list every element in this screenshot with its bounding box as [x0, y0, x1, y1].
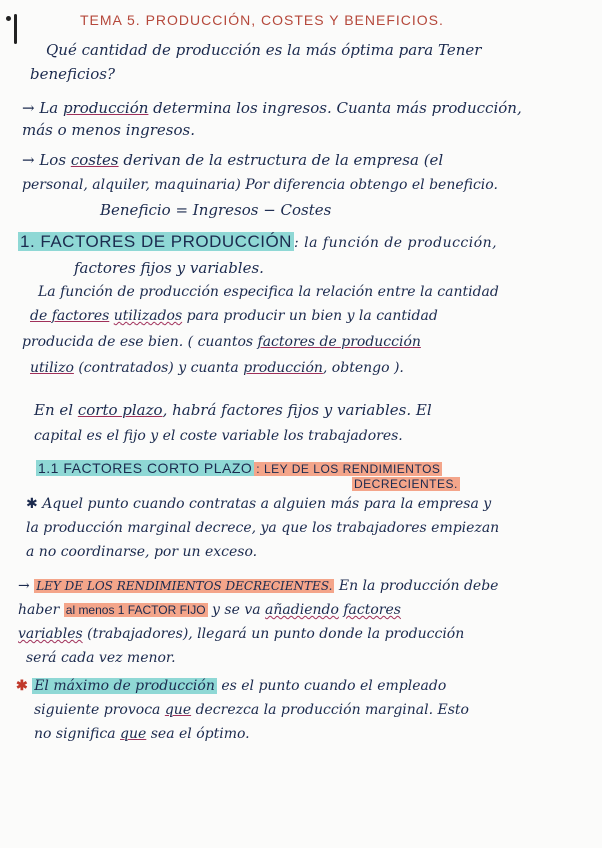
highlighted-heading: 1.1 FACTORES CORTO PLAZO	[38, 460, 253, 476]
paragraph-function-line-3	[22, 332, 421, 352]
text: , obtengo ).	[322, 360, 404, 376]
paragraph-short-term-line-1	[34, 400, 432, 420]
question-line-1: Qué cantidad de producción es la más óptima para Tener	[46, 41, 482, 59]
paragraph-production-line-2: más o menos ingresos.	[22, 121, 195, 139]
highlighted-law: : LEY DE LOS RENDIMIENTOS	[256, 462, 441, 476]
text: (trabajadores), llegará un punto donde la producción	[87, 626, 465, 642]
text: En el	[34, 401, 74, 419]
highlighted-phrase: al menos 1 FACTOR FIJO	[65, 603, 206, 617]
asterisk-icon: ✱	[26, 496, 38, 512]
paragraph-costs-line-1	[22, 150, 443, 170]
text: no significa	[34, 726, 116, 742]
underlined-word: que	[120, 726, 147, 742]
text: , habrá factores fijos y variables. El	[162, 401, 432, 419]
wavy-underlined-word: variables	[18, 626, 83, 642]
text: derivan de la estructura de la empresa (el	[123, 151, 444, 169]
underlined-word: utilizo	[30, 360, 74, 376]
arrow-icon: →	[18, 578, 30, 594]
paragraph-function-line-1: La función de producción especifica la relación entre la cantidad	[38, 284, 499, 300]
text: producida de ese bien. ( cuantos	[22, 334, 254, 350]
question-line-2: beneficios?	[30, 65, 115, 83]
text: : la función de producción,	[293, 235, 498, 251]
paragraph-maximum-line-2	[34, 700, 469, 720]
underlined-word: producción	[63, 99, 149, 117]
text: es el punto cuando el empleado	[221, 678, 447, 694]
text: En la producción debe	[338, 578, 499, 594]
paragraph-function-line-4	[30, 358, 404, 378]
paragraph-law-line-2	[18, 600, 401, 620]
text: para producir un bien y la cantidad	[186, 308, 438, 324]
section-heading-1	[18, 232, 497, 253]
wavy-underlined-word: utilizados	[113, 308, 183, 324]
paragraph-short-term-line-2: capital es el fijo y el coste variable los trabajadores.	[34, 428, 403, 444]
wavy-underlined-word: factores	[343, 602, 401, 618]
text: siguiente provoca	[34, 702, 161, 718]
paragraph-law-line-3	[18, 624, 464, 644]
page-title: TEMA 5. PRODUCCIÓN, COSTES Y BENEFICIOS.	[80, 12, 444, 28]
paragraph-definition-line-1	[26, 494, 491, 514]
underlined-word: producción	[243, 360, 323, 376]
margin-dot	[6, 16, 11, 21]
paragraph-definition-line-2: la producción marginal decrece, ya que los trabajadores empiezan	[26, 520, 500, 536]
paragraph-definition-line-3: a no coordinarse, por un exceso.	[26, 544, 258, 560]
highlighted-phrase: El máximo de producción	[34, 678, 215, 694]
text: sea el óptimo.	[150, 726, 250, 742]
text: (contratados) y cuanta	[78, 360, 239, 376]
highlighted-heading: 1. FACTORES DE PRODUCCIÓN	[20, 232, 292, 251]
highlighted-law: DECRECIENTES.	[354, 477, 458, 491]
underlined-word: de factores	[30, 308, 110, 324]
underlined-word: que	[164, 702, 192, 718]
underlined-phrase: factores de producción	[257, 334, 421, 350]
text: haber	[18, 602, 60, 618]
section-heading-1-1-line-2	[352, 474, 460, 494]
text: → La	[22, 99, 59, 117]
text: → Los	[22, 151, 67, 169]
paragraph-maximum-line-1	[16, 676, 446, 696]
paragraph-law-line-1	[18, 576, 498, 596]
section-heading-1-line-2: factores fijos y variables.	[74, 259, 264, 277]
text: determina los ingresos. Cuanta más producción,	[153, 99, 522, 117]
underlined-phrase: corto plazo	[77, 401, 163, 419]
paragraph-costs-line-2: personal, alquiler, maquinaria) Por diferencia obtengo el beneficio.	[22, 177, 498, 193]
margin-mark	[14, 14, 17, 44]
paragraph-function-line-2	[30, 306, 438, 326]
asterisk-icon: ✱	[16, 678, 28, 694]
paragraph-maximum-line-3	[34, 724, 250, 744]
paragraph-production-line-1	[22, 98, 522, 118]
wavy-underlined-word: añadiendo	[265, 602, 339, 618]
highlighted-law: LEY DE LOS RENDIMIENTOS DECRECIENTES.	[36, 579, 333, 593]
text: decrezca la producción marginal. Esto	[195, 702, 469, 718]
profit-formula: Beneficio = Ingresos − Costes	[100, 201, 332, 219]
underlined-word: costes	[70, 151, 119, 169]
paragraph-law-line-4: será cada vez menor.	[26, 650, 176, 666]
text: Aquel punto cuando contratas a alguien más para la empresa y	[42, 496, 492, 512]
text: y se va	[212, 602, 261, 618]
